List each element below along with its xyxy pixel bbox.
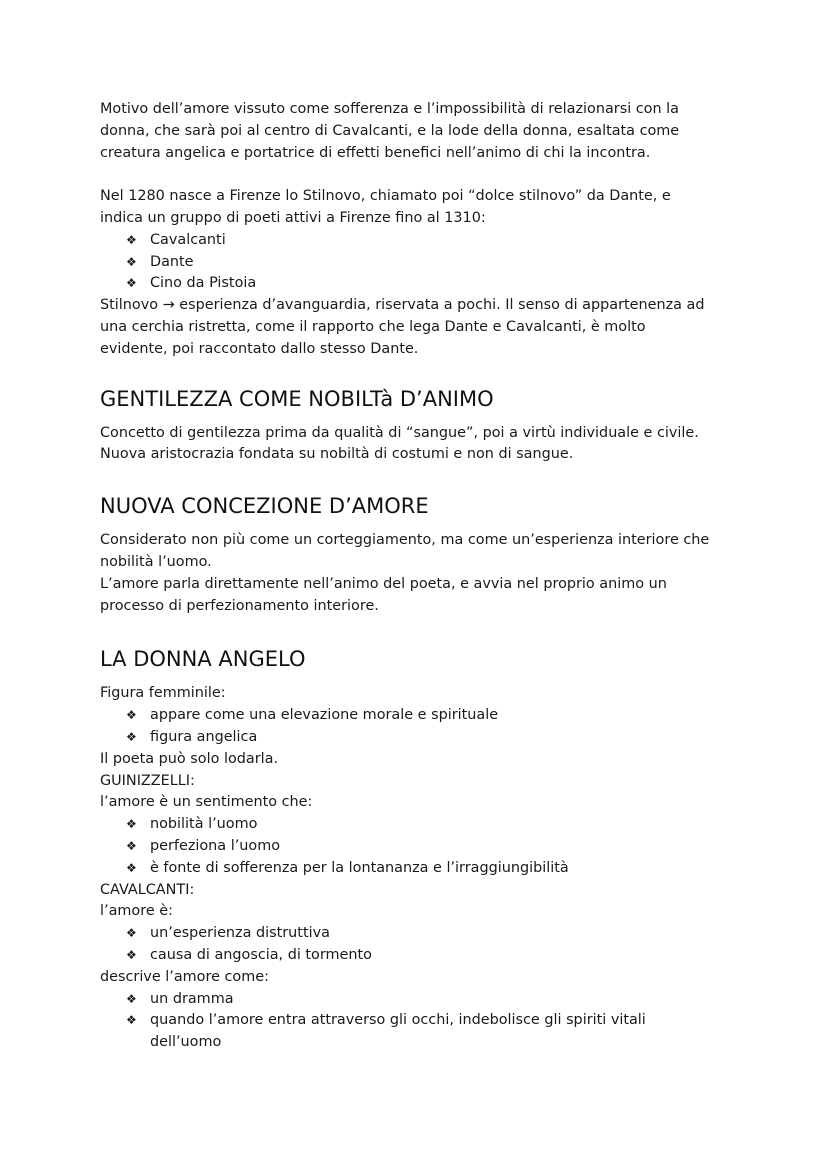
list-item: ❖ causa di angoscia, di tormento [126, 945, 740, 967]
diamond-bullet-icon: ❖ [126, 276, 137, 291]
text-line: L’amore parla direttamente nell’animo del poeta, e avvia nel proprio animo un [100, 575, 667, 592]
text-line: Nuova aristocrazia fondata su nobiltà di costumi e non di sangue. [100, 446, 574, 463]
list-item: ❖ un’esperienza distruttiva [126, 923, 740, 945]
section-heading-donna-angelo: LA DONNA ANGELO [100, 647, 306, 672]
diamond-bullet-icon: ❖ [126, 860, 137, 875]
list-item: ❖ è fonte di sofferenza per la lontananza e l’irraggiungibilità [126, 858, 740, 880]
diamond-bullet-icon: ❖ [126, 817, 137, 832]
list-item: ❖ un dramma [126, 989, 740, 1011]
diamond-bullet-icon: ❖ [126, 232, 137, 247]
section-amore-body [100, 530, 740, 617]
text-line: Concetto di gentilezza prima da qualità di “sangue”, poi a virtù individuale e civile. [100, 424, 699, 441]
figura-list [100, 705, 740, 749]
spacer [100, 164, 740, 186]
text-line: creatura angelica e portatrice di effetti benefici nell’animo di chi la incontra. [100, 144, 651, 161]
list-item: ❖ Cavalcanti [126, 230, 740, 252]
text-line: Figura femminile: [100, 685, 226, 702]
text-line: descrive l’amore come: [100, 968, 269, 985]
section-gentilezza-body [100, 423, 740, 467]
text-line: evidente, poi raccontato dallo stesso Dante. [100, 340, 419, 357]
text-line: processo di perfezionamento interiore. [100, 597, 379, 614]
list-item: ❖ nobilità l’uomo [126, 814, 740, 836]
diamond-bullet-icon: ❖ [126, 947, 137, 962]
author-label-cavalcanti: CAVALCANTI: [100, 881, 195, 898]
guinizzelli-list [100, 814, 740, 879]
text-line: indica un gruppo di poeti attivi a Firenze fino al 1310: [100, 209, 486, 226]
list-item: ❖ figura angelica [126, 727, 740, 749]
list-item: ❖ appare come una elevazione morale e spirituale [126, 705, 740, 727]
list-item: ❖ perfeziona l’uomo [126, 836, 740, 858]
text-line: Motivo dell’amore vissuto come sofferenza e l’impossibilità di relazionarsi con la [100, 101, 679, 117]
text-line: Stilnovo → esperienza d’avanguardia, riservata a pochi. Il senso di appartenenza ad [100, 297, 705, 314]
diamond-bullet-icon: ❖ [126, 254, 137, 269]
diamond-bullet-icon: ❖ [126, 729, 137, 744]
section-heading-gentilezza: GENTILEZZA COME NOBILTà D’ANIMO [100, 386, 494, 411]
list-item: ❖ Dante [126, 252, 740, 274]
diamond-bullet-icon: ❖ [126, 926, 137, 941]
poets-list [100, 230, 740, 295]
intro-paragraph-1 [100, 99, 740, 164]
descrive-list [100, 989, 740, 1054]
list-item: ❖ Cino da Pistoia [126, 273, 740, 295]
text-line: Nel 1280 nasce a Firenze lo Stilnovo, chiamato poi “dolce stilnovo” da Dante, e [100, 188, 671, 205]
author-label-guinizzelli: GUINIZZELLI: [100, 772, 195, 789]
intro-paragraph-3 [100, 295, 740, 360]
section-heading-amore: NUOVA CONCEZIONE D’AMORE [100, 494, 429, 519]
diamond-bullet-icon: ❖ [126, 838, 137, 853]
text-line: Considerato non più come un corteggiamento, ma come un’esperienza interiore che [100, 532, 710, 549]
diamond-bullet-icon: ❖ [126, 991, 137, 1006]
list-item: ❖ quando l’amore entra attraverso gli occhi, indebolisce gli spiriti vitali dell’uomo [126, 1012, 646, 1051]
document-page [100, 99, 740, 1054]
section-donna-angelo-body [100, 683, 740, 1054]
text-line: nobilità l’uomo. [100, 553, 212, 570]
text-line: Il poeta può solo lodarla. [100, 750, 279, 767]
text-line: l’amore è un sentimento che: [100, 794, 313, 811]
text-line: donna, che sarà poi al centro di Cavalcanti, e la lode della donna, esaltata come [100, 122, 680, 139]
text-line: l’amore è: [100, 903, 173, 920]
diamond-bullet-icon: ❖ [126, 708, 137, 723]
cavalcanti-list [100, 923, 740, 967]
text-line: una cerchia ristretta, come il rapporto che lega Dante e Cavalcanti, è molto [100, 318, 646, 335]
diamond-bullet-icon: ❖ [126, 1013, 137, 1028]
intro-paragraph-2 [100, 186, 740, 230]
